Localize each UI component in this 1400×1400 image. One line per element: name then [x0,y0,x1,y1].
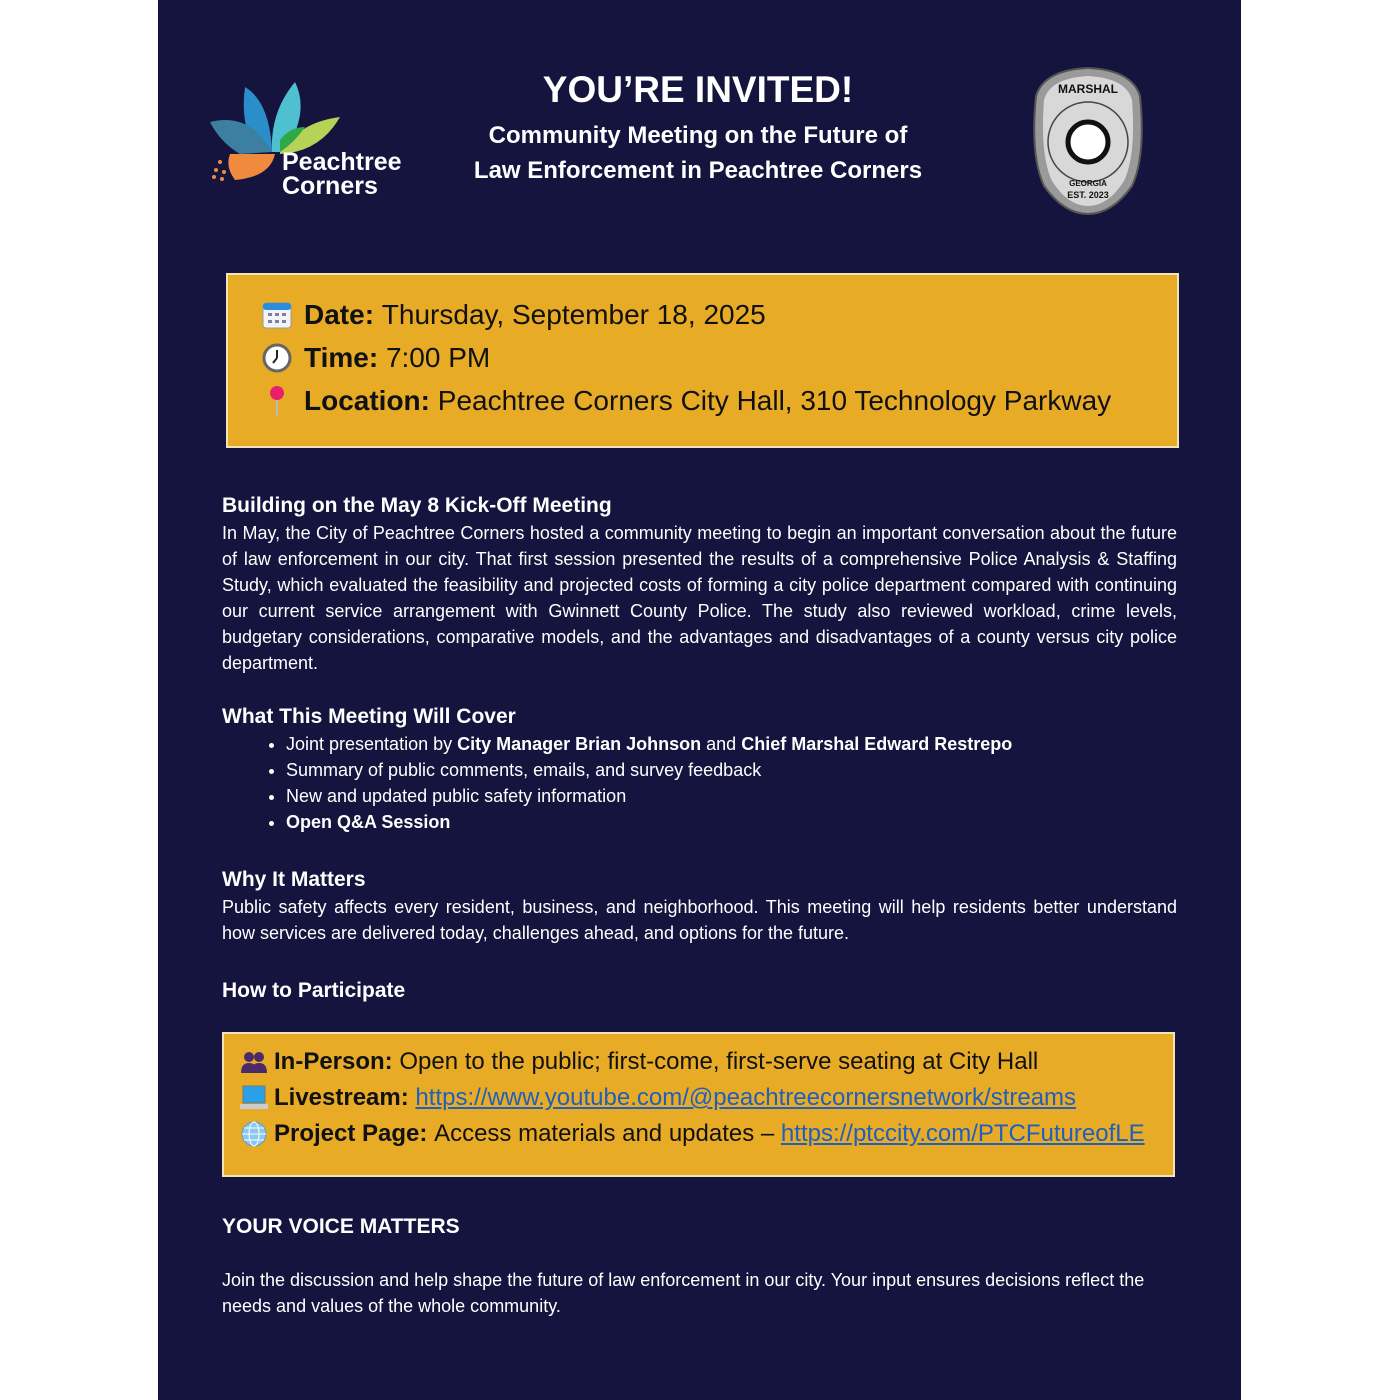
project-page-value: Access materials and updates – [434,1120,781,1147]
laptop-icon [240,1084,268,1112]
participate-section [222,977,1177,1005]
kickoff-body: In May, the City of Peachtree Corners hosted a community meeting to begin an important conversation about the future of law enforcement in our city. That first session presented the results of a comprehensive Police Analysis & Staffing Study, which evaluated the feasibility and projected costs of forming a city police department compared with continuing our current service arrangement with Gwinnett County Police. The study also reviewed workload, crime levels, budgetary considerations, comparative models, and the advantages and disadvantages of a county versus city police department. [222,523,1177,673]
date-value: Thursday, September 18, 2025 [381,298,766,330]
cover-list [222,731,1177,835]
voice-heading: YOUR VOICE MATTERS [222,1215,460,1238]
subtitle-line-2: Law Enforcement in Peachtree Corners [473,157,923,184]
item-text: and [701,734,742,754]
date-label: Date: [304,298,375,330]
time-value: 7:00 PM [385,341,491,373]
livestream-label: Livestream: [274,1084,409,1111]
list-item: • Open Q&A Session [286,809,1177,835]
clock-icon [260,341,294,375]
subtitle-line-1: Community Meeting on the Future of [488,122,908,149]
calendar-icon [260,298,294,332]
flyer-page [158,0,1241,1400]
event-details-box [226,273,1179,448]
list-item: • New and updated public safety information [286,783,1177,809]
project-page-link[interactable]: https://ptccity.com/PTCFutureofLE [780,1120,1145,1147]
why-section [222,866,1177,946]
voice-section [222,1213,1177,1319]
city-manager-name: City Manager Brian Johnson [457,734,702,754]
logo-text [282,150,402,198]
svg-text:MARSHAL: MARSHAL [1058,82,1118,96]
location-label: Location: [304,384,430,416]
in-person-label: In-Person: [274,1048,393,1075]
chief-marshal-name: Chief Marshal Edward Restrepo [741,734,1013,754]
date-row [260,293,1177,336]
location-row [260,379,1177,422]
project-page-label: Project Page: [274,1120,428,1147]
in-person-row [240,1044,1173,1080]
why-heading: Why It Matters [222,868,366,891]
in-person-value: Open to the public; first-come, first-serve seating at City Hall [399,1048,1039,1075]
header [438,68,958,188]
kickoff-heading: Building on the May 8 Kick-Off Meeting [222,494,612,517]
pushpin-icon [260,384,294,418]
globe-icon [240,1120,268,1148]
livestream-link[interactable]: https://www.youtube.com/@peachtreecornersnetwork/streams [415,1084,1077,1111]
svg-text:EST. 2023: EST. 2023 [1067,190,1109,200]
cover-heading: What This Meeting Will Cover [222,705,516,728]
list-item: • Summary of public comments, emails, and survey feedback [286,757,1177,783]
voice-body: Join the discussion and help shape the future of law enforcement in our city. Your input ensures decisions reflect the needs and values of the whole community. [222,1270,1145,1316]
marshal-badge-seal [1032,66,1144,216]
item-text: Joint presentation by [286,734,458,754]
logo-line-2: Corners [282,172,378,200]
svg-text:GEORGIA: GEORGIA [1069,179,1107,188]
logo-line-1: Peachtree [282,148,402,176]
project-page-row [240,1116,1173,1152]
why-body: Public safety affects every resident, business, and neighborhood. This meeting will help residents better understand how services are delivered today, challenges ahead, and options for the future. [222,897,1177,943]
kickoff-section [222,492,1177,676]
cover-section [222,703,1177,835]
livestream-row [240,1080,1173,1116]
people-icon [240,1048,268,1076]
time-row [260,336,1177,379]
location-value: Peachtree Corners City Hall, 310 Technology Parkway [437,384,1112,416]
list-item [286,731,1177,757]
participate-box [222,1032,1175,1177]
time-label: Time: [304,341,379,373]
participate-heading: How to Participate [222,979,406,1002]
page-title: YOU’RE INVITED! [542,69,854,110]
